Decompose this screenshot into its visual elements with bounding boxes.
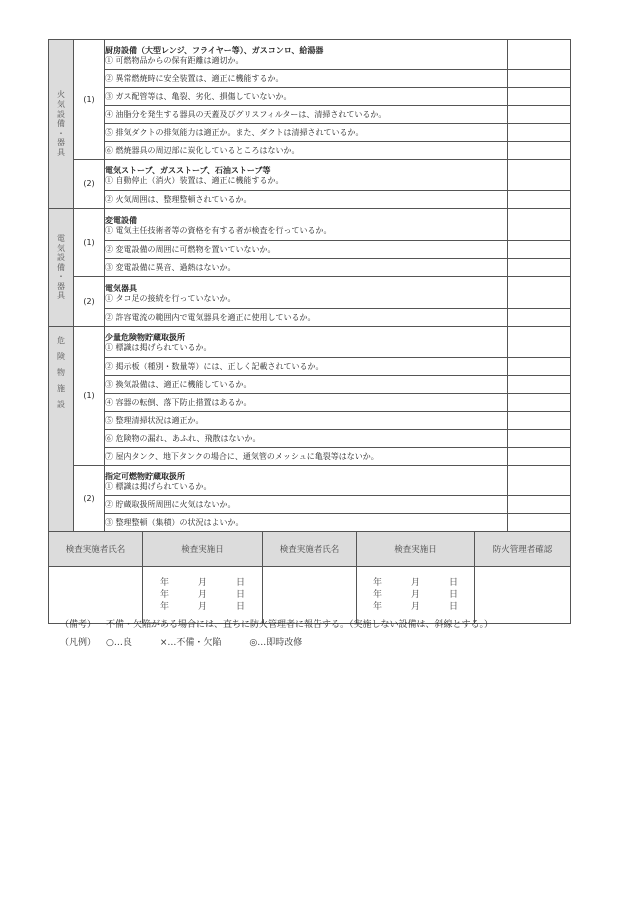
group-number: (1)	[74, 327, 105, 466]
checklist-item: 電気器具 ① タコ足の接続を行っていないか。	[105, 277, 508, 309]
section-label-electrical-equipment: 電 気 設 備 ・ 器 具	[49, 209, 74, 327]
checklist-item: 指定可燃物貯蔵取扱所 ① 標識は掲げられているか。	[105, 466, 508, 496]
check-cell[interactable]	[508, 40, 571, 70]
checklist-item: ④ 油脂分を発生する器具の天蓋及びグリスフィルターは、清掃されているか。	[105, 106, 508, 124]
fire-manager-confirm-header: 防火管理者確認	[475, 532, 571, 567]
check-cell[interactable]	[508, 327, 571, 358]
legend-good: ○…良	[106, 638, 132, 648]
check-cell[interactable]	[508, 466, 571, 496]
check-cell[interactable]	[508, 191, 571, 209]
checklist-item: ⑤ 整理清掃状況は適正か。	[105, 412, 508, 430]
checklist-item: ② 許容電流の範囲内で電気器具を適正に使用しているか。	[105, 309, 508, 327]
check-cell[interactable]	[508, 277, 571, 309]
checklist-item: 電気ストーブ、ガスストーブ、石油ストーブ等 ① 自動停止（消火）装置は、適正に機能するか。	[105, 160, 508, 191]
checklist-item: ⑤ 排気ダクトの排気能力は適正か。また、ダクトは清掃されているか。	[105, 124, 508, 142]
check-cell[interactable]	[508, 514, 571, 532]
group-number: (1)	[74, 40, 105, 160]
checklist-item: ② 貯蔵取扱所周囲に火気はないか。	[105, 496, 508, 514]
checklist-item: ② 異常燃焼時に安全装置は、適正に機能するか。	[105, 70, 508, 88]
checklist-item: ② 火気周囲は、整理整頓されているか。	[105, 191, 508, 209]
section-label-hazardous-facility: 危 険 物 施 設	[49, 327, 74, 532]
legend	[60, 634, 493, 652]
group-number: (1)	[74, 209, 105, 277]
check-cell[interactable]	[508, 448, 571, 466]
check-cell[interactable]	[508, 142, 571, 160]
remarks-text: 不備・欠陥がある場合には、直ちに防火管理者に報告する。（実施しない設備は、斜線とする。）	[106, 620, 494, 630]
check-cell[interactable]	[508, 88, 571, 106]
group-title: 少量危険物貯蔵取扱所	[105, 333, 185, 343]
inspection-date-header: 検査実施日	[357, 532, 475, 567]
check-cell[interactable]	[508, 70, 571, 88]
inspector-name-field[interactable]	[263, 567, 357, 624]
group-title: 変電設備	[105, 215, 137, 225]
check-cell[interactable]	[508, 496, 571, 514]
legend-immediate-fix: ◎…即時改修	[249, 638, 303, 648]
checklist-item: 厨房設備（大型レンジ、フライヤー等）、ガスコンロ、給湯器 ① 可燃物品からの保有距離は適切か。	[105, 40, 508, 70]
check-cell[interactable]	[508, 430, 571, 448]
inspection-date-header: 検査実施日	[143, 532, 263, 567]
group-title: 電気ストーブ、ガスストーブ、石油ストーブ等	[105, 166, 271, 176]
checklist-item: ② 変電設備の周囲に可燃物を置いていないか。	[105, 241, 508, 259]
inspection-date-field[interactable]: 年 月 日 年 月 日 年 月 日	[357, 567, 475, 624]
checklist-item: ④ 容器の転倒、落下防止措置はあるか。	[105, 394, 508, 412]
legend-label: （凡例）	[60, 638, 97, 648]
checklist-item: 変電設備 ① 電気主任技術者等の資格を有する者が検査を行っているか。	[105, 209, 508, 241]
remarks-label: （備考）	[60, 620, 97, 630]
check-cell[interactable]	[508, 394, 571, 412]
checklist-item: ⑥ 危険物の漏れ、あふれ、飛散はないか。	[105, 430, 508, 448]
group-number: (2)	[74, 277, 105, 327]
inspection-record-table	[48, 531, 571, 624]
check-cell[interactable]	[508, 309, 571, 327]
check-cell[interactable]	[508, 241, 571, 259]
check-cell[interactable]	[508, 412, 571, 430]
checklist-item: ③ 変電設備に異音、過熱はないか。	[105, 259, 508, 277]
check-cell[interactable]	[508, 106, 571, 124]
group-title: 厨房設備（大型レンジ、フライヤー等）、ガスコンロ、給湯器	[105, 45, 324, 55]
check-cell[interactable]	[508, 209, 571, 241]
checklist-table	[48, 39, 571, 532]
group-title: 電気器具	[105, 283, 137, 293]
group-number: (2)	[74, 466, 105, 532]
checklist-item: ⑦ 屋内タンク、地下タンクの場合に、通気管のメッシュに亀裂等はないか。	[105, 448, 508, 466]
legend-defect: ×…不備・欠陥	[159, 638, 222, 648]
check-cell[interactable]	[508, 124, 571, 142]
checklist-item: ③ 整理整頓（集積）の状況はよいか。	[105, 514, 508, 532]
checklist-item: ⑥ 燃焼器具の周辺部に炭化しているところはないか。	[105, 142, 508, 160]
inspection-checklist	[48, 39, 570, 624]
notes	[60, 616, 493, 652]
checklist-item: ③ ガス配管等は、亀裂、劣化、損傷していないか。	[105, 88, 508, 106]
remarks	[60, 616, 493, 634]
group-number: (2)	[74, 160, 105, 209]
checklist-item: ③ 換気設備は、適正に機能しているか。	[105, 376, 508, 394]
inspector-name-field[interactable]	[49, 567, 143, 624]
inspector-name-header: 検査実施者氏名	[49, 532, 143, 567]
fire-manager-confirm-field[interactable]	[475, 567, 571, 624]
inspection-date-field[interactable]: 年 月 日 年 月 日 年 月 日	[143, 567, 263, 624]
check-cell[interactable]	[508, 358, 571, 376]
checklist-item: 少量危険物貯蔵取扱所 ① 標識は掲げられているか。	[105, 327, 508, 358]
checklist-item: ② 掲示板（種別・数量等）には、正しく記載されているか。	[105, 358, 508, 376]
check-cell[interactable]	[508, 376, 571, 394]
group-title: 指定可燃物貯蔵取扱所	[105, 471, 185, 481]
check-cell[interactable]	[508, 259, 571, 277]
check-cell[interactable]	[508, 160, 571, 191]
section-label-fire-equipment: 火 気 設 備 ・ 器 具	[49, 40, 74, 209]
inspector-name-header: 検査実施者氏名	[263, 532, 357, 567]
